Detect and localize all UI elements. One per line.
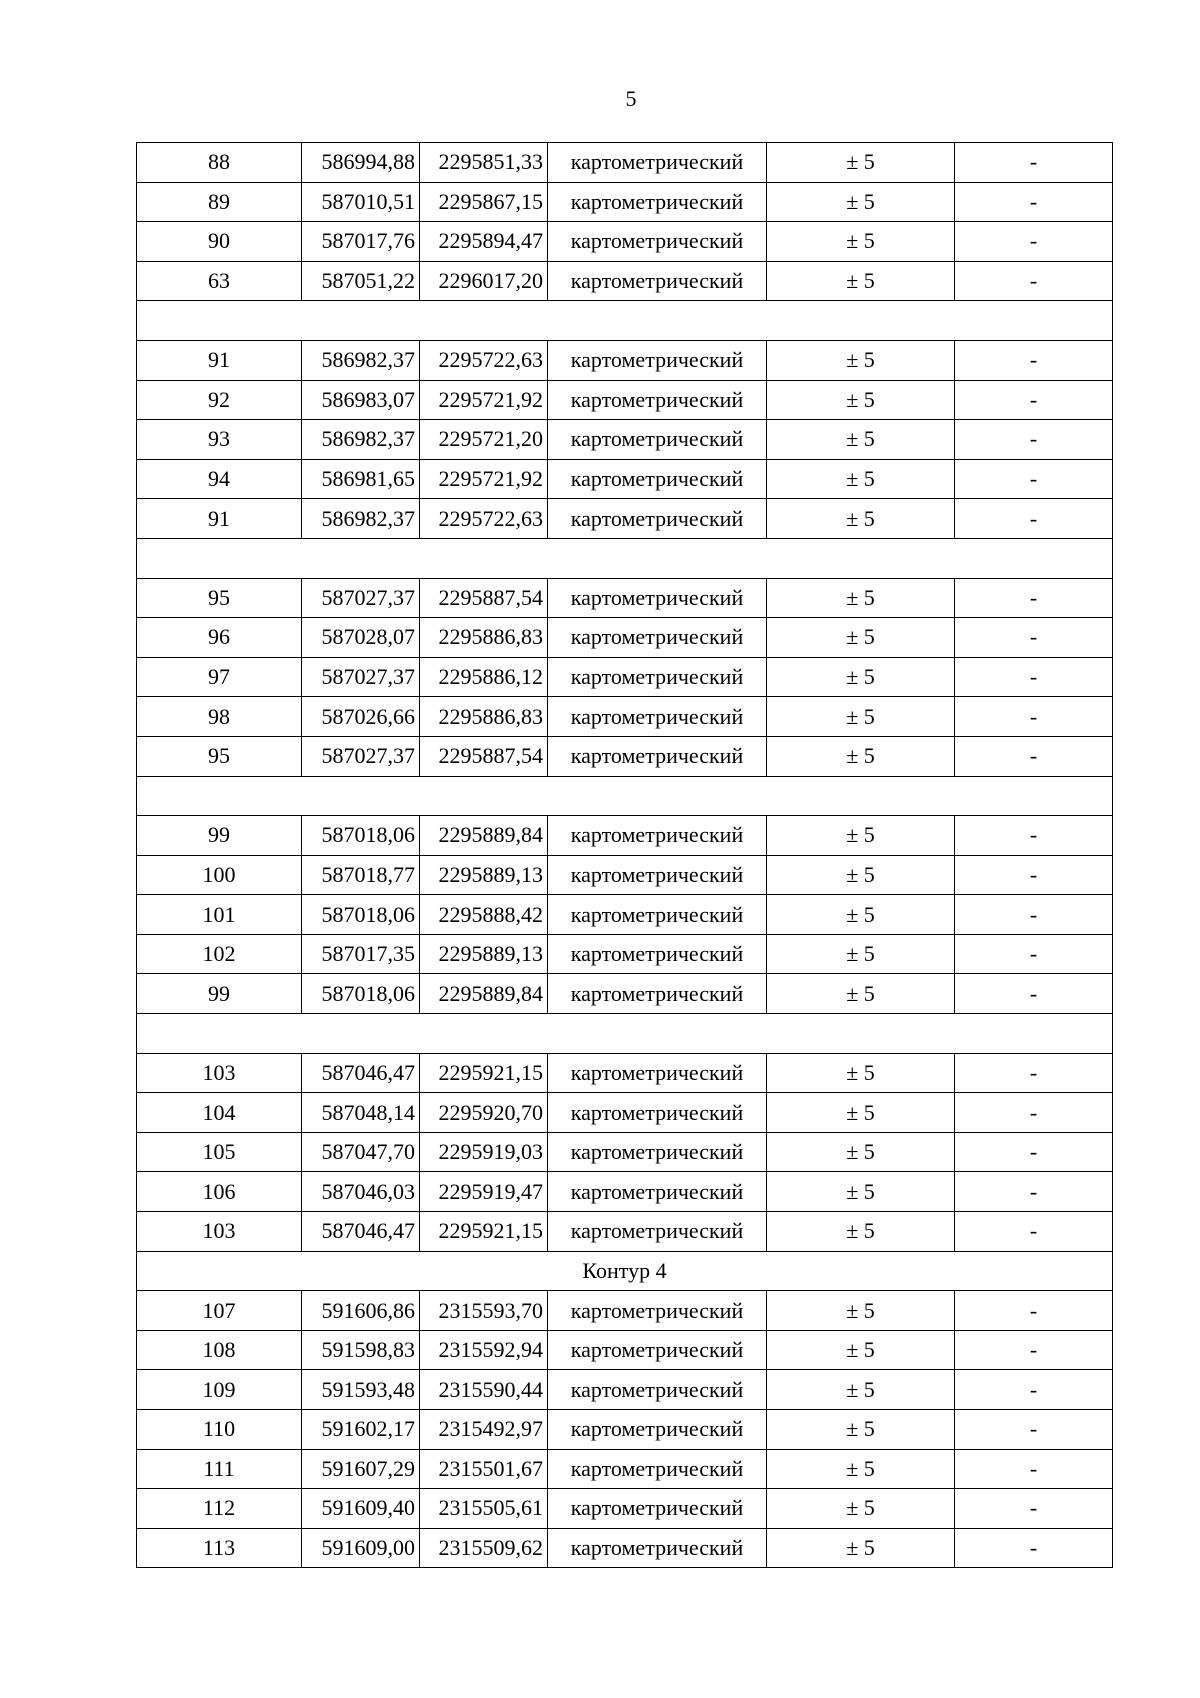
y-coordinate-cell: 2315590,44	[420, 1370, 548, 1410]
x-coordinate-cell: 586982,37	[302, 420, 420, 460]
table-row	[137, 143, 1113, 183]
table-row	[137, 1449, 1113, 1489]
table-row	[137, 618, 1113, 658]
description-cell: -	[955, 261, 1113, 301]
x-coordinate-cell: 587017,35	[302, 934, 420, 974]
method-cell: картометрический	[548, 380, 767, 420]
table-row	[137, 895, 1113, 935]
x-coordinate-cell: 587051,22	[302, 261, 420, 301]
accuracy-cell: ± 5	[767, 697, 955, 737]
x-coordinate-cell: 591607,29	[302, 1449, 420, 1489]
contour-header-row	[137, 1251, 1113, 1291]
y-coordinate-cell: 2295889,84	[420, 974, 548, 1014]
description-cell: -	[955, 1093, 1113, 1133]
method-cell: картометрический	[548, 1528, 767, 1568]
accuracy-cell: ± 5	[767, 459, 955, 499]
description-cell: -	[955, 816, 1113, 856]
method-cell: картометрический	[548, 1410, 767, 1450]
description-cell: -	[955, 143, 1113, 183]
x-coordinate-cell: 591593,48	[302, 1370, 420, 1410]
point-id-cell: 108	[137, 1330, 302, 1370]
point-id-cell: 99	[137, 816, 302, 856]
method-cell: картометрический	[548, 261, 767, 301]
method-cell: картометрический	[548, 340, 767, 380]
contour-label: Контур 4	[137, 1251, 1113, 1291]
accuracy-cell: ± 5	[767, 182, 955, 222]
method-cell: картометрический	[548, 222, 767, 262]
description-cell: -	[955, 459, 1113, 499]
description-cell: -	[955, 182, 1113, 222]
x-coordinate-cell: 587046,03	[302, 1172, 420, 1212]
x-coordinate-cell: 586981,65	[302, 459, 420, 499]
description-cell: -	[955, 1212, 1113, 1252]
method-cell: картометрический	[548, 855, 767, 895]
table-row	[137, 1291, 1113, 1331]
coordinates-table-body	[137, 143, 1113, 1568]
coordinates-table	[136, 142, 1113, 1568]
description-cell: -	[955, 1410, 1113, 1450]
accuracy-cell: ± 5	[767, 1172, 955, 1212]
table-row	[137, 420, 1113, 460]
accuracy-cell: ± 5	[767, 657, 955, 697]
method-cell: картометрический	[548, 1093, 767, 1133]
accuracy-cell: ± 5	[767, 222, 955, 262]
method-cell: картометрический	[548, 459, 767, 499]
y-coordinate-cell: 2295886,83	[420, 697, 548, 737]
point-id-cell: 92	[137, 380, 302, 420]
y-coordinate-cell: 2295921,15	[420, 1212, 548, 1252]
table-row	[137, 697, 1113, 737]
accuracy-cell: ± 5	[767, 1489, 955, 1529]
table-row	[137, 736, 1113, 776]
y-coordinate-cell: 2315505,61	[420, 1489, 548, 1529]
point-id-cell: 105	[137, 1132, 302, 1172]
accuracy-cell: ± 5	[767, 974, 955, 1014]
y-coordinate-cell: 2295919,47	[420, 1172, 548, 1212]
accuracy-cell: ± 5	[767, 1528, 955, 1568]
point-id-cell: 95	[137, 578, 302, 618]
description-cell: -	[955, 380, 1113, 420]
point-id-cell: 96	[137, 618, 302, 658]
y-coordinate-cell: 2295921,15	[420, 1053, 548, 1093]
point-id-cell: 63	[137, 261, 302, 301]
x-coordinate-cell: 586994,88	[302, 143, 420, 183]
point-id-cell: 98	[137, 697, 302, 737]
y-coordinate-cell: 2315592,94	[420, 1330, 548, 1370]
x-coordinate-cell: 587017,76	[302, 222, 420, 262]
description-cell: -	[955, 578, 1113, 618]
point-id-cell: 103	[137, 1053, 302, 1093]
method-cell: картометрический	[548, 618, 767, 658]
method-cell: картометрический	[548, 934, 767, 974]
y-coordinate-cell: 2296017,20	[420, 261, 548, 301]
table-row	[137, 1489, 1113, 1529]
point-id-cell: 91	[137, 340, 302, 380]
y-coordinate-cell: 2295867,15	[420, 182, 548, 222]
description-cell: -	[955, 1370, 1113, 1410]
x-coordinate-cell: 587027,37	[302, 657, 420, 697]
method-cell: картометрический	[548, 420, 767, 460]
accuracy-cell: ± 5	[767, 499, 955, 539]
accuracy-cell: ± 5	[767, 1330, 955, 1370]
x-coordinate-cell: 587026,66	[302, 697, 420, 737]
description-cell: -	[955, 1528, 1113, 1568]
point-id-cell: 110	[137, 1410, 302, 1450]
y-coordinate-cell: 2295851,33	[420, 143, 548, 183]
table-row	[137, 1212, 1113, 1252]
x-coordinate-cell: 587028,07	[302, 618, 420, 658]
x-coordinate-cell: 587010,51	[302, 182, 420, 222]
point-id-cell: 88	[137, 143, 302, 183]
y-coordinate-cell: 2315509,62	[420, 1528, 548, 1568]
y-coordinate-cell: 2295888,42	[420, 895, 548, 935]
description-cell: -	[955, 895, 1113, 935]
description-cell: -	[955, 736, 1113, 776]
contour-label	[137, 776, 1113, 816]
x-coordinate-cell: 587047,70	[302, 1132, 420, 1172]
y-coordinate-cell: 2295721,92	[420, 459, 548, 499]
y-coordinate-cell: 2295722,63	[420, 340, 548, 380]
table-row	[137, 1528, 1113, 1568]
accuracy-cell: ± 5	[767, 1410, 955, 1450]
point-id-cell: 106	[137, 1172, 302, 1212]
method-cell: картометрический	[548, 1212, 767, 1252]
x-coordinate-cell: 591606,86	[302, 1291, 420, 1331]
separator-row	[137, 1014, 1113, 1054]
accuracy-cell: ± 5	[767, 934, 955, 974]
method-cell: картометрический	[548, 1330, 767, 1370]
accuracy-cell: ± 5	[767, 1053, 955, 1093]
x-coordinate-cell: 587018,06	[302, 816, 420, 856]
contour-label	[137, 538, 1113, 578]
accuracy-cell: ± 5	[767, 420, 955, 460]
x-coordinate-cell: 587018,06	[302, 974, 420, 1014]
x-coordinate-cell: 586982,37	[302, 499, 420, 539]
contour-label	[137, 301, 1113, 341]
y-coordinate-cell: 2315593,70	[420, 1291, 548, 1331]
method-cell: картометрический	[548, 1489, 767, 1529]
point-id-cell: 99	[137, 974, 302, 1014]
accuracy-cell: ± 5	[767, 1093, 955, 1133]
table-row	[137, 855, 1113, 895]
point-id-cell: 90	[137, 222, 302, 262]
table-row	[137, 974, 1113, 1014]
accuracy-cell: ± 5	[767, 380, 955, 420]
point-id-cell: 102	[137, 934, 302, 974]
method-cell: картометрический	[548, 1172, 767, 1212]
method-cell: картометрический	[548, 578, 767, 618]
point-id-cell: 111	[137, 1449, 302, 1489]
table-row	[137, 934, 1113, 974]
method-cell: картометрический	[548, 499, 767, 539]
accuracy-cell: ± 5	[767, 1132, 955, 1172]
point-id-cell: 97	[137, 657, 302, 697]
table-row	[137, 182, 1113, 222]
method-cell: картометрический	[548, 974, 767, 1014]
description-cell: -	[955, 1291, 1113, 1331]
description-cell: -	[955, 1132, 1113, 1172]
point-id-cell: 103	[137, 1212, 302, 1252]
table-row	[137, 1132, 1113, 1172]
accuracy-cell: ± 5	[767, 855, 955, 895]
description-cell: -	[955, 618, 1113, 658]
x-coordinate-cell: 587018,77	[302, 855, 420, 895]
method-cell: картометрический	[548, 1370, 767, 1410]
point-id-cell: 100	[137, 855, 302, 895]
x-coordinate-cell: 591609,00	[302, 1528, 420, 1568]
description-cell: -	[955, 697, 1113, 737]
table-row	[137, 578, 1113, 618]
description-cell: -	[955, 499, 1113, 539]
description-cell: -	[955, 934, 1113, 974]
accuracy-cell: ± 5	[767, 816, 955, 856]
x-coordinate-cell: 586983,07	[302, 380, 420, 420]
separator-row	[137, 301, 1113, 341]
y-coordinate-cell: 2295920,70	[420, 1093, 548, 1133]
y-coordinate-cell: 2295889,13	[420, 855, 548, 895]
accuracy-cell: ± 5	[767, 1212, 955, 1252]
description-cell: -	[955, 222, 1113, 262]
table-row	[137, 1330, 1113, 1370]
table-row	[137, 499, 1113, 539]
method-cell: картометрический	[548, 1053, 767, 1093]
description-cell: -	[955, 974, 1113, 1014]
accuracy-cell: ± 5	[767, 1449, 955, 1489]
x-coordinate-cell: 591602,17	[302, 1410, 420, 1450]
x-coordinate-cell: 586982,37	[302, 340, 420, 380]
description-cell: -	[955, 1330, 1113, 1370]
method-cell: картометрический	[548, 143, 767, 183]
y-coordinate-cell: 2295886,83	[420, 618, 548, 658]
accuracy-cell: ± 5	[767, 618, 955, 658]
description-cell: -	[955, 420, 1113, 460]
table-row	[137, 1093, 1113, 1133]
table-row	[137, 1053, 1113, 1093]
method-cell: картометрический	[548, 736, 767, 776]
table-row	[137, 222, 1113, 262]
y-coordinate-cell: 2315501,67	[420, 1449, 548, 1489]
separator-row	[137, 776, 1113, 816]
point-id-cell: 93	[137, 420, 302, 460]
table-row	[137, 1172, 1113, 1212]
y-coordinate-cell: 2295919,03	[420, 1132, 548, 1172]
description-cell: -	[955, 1053, 1113, 1093]
table-row	[137, 261, 1113, 301]
x-coordinate-cell: 587046,47	[302, 1212, 420, 1252]
accuracy-cell: ± 5	[767, 1291, 955, 1331]
accuracy-cell: ± 5	[767, 340, 955, 380]
description-cell: -	[955, 340, 1113, 380]
y-coordinate-cell: 2295721,92	[420, 380, 548, 420]
accuracy-cell: ± 5	[767, 578, 955, 618]
x-coordinate-cell: 587018,06	[302, 895, 420, 935]
x-coordinate-cell: 587027,37	[302, 736, 420, 776]
method-cell: картометрический	[548, 182, 767, 222]
y-coordinate-cell: 2295886,12	[420, 657, 548, 697]
table-row	[137, 1410, 1113, 1450]
table-row	[137, 380, 1113, 420]
x-coordinate-cell: 587046,47	[302, 1053, 420, 1093]
contour-label	[137, 1014, 1113, 1054]
point-id-cell: 101	[137, 895, 302, 935]
table-row	[137, 1370, 1113, 1410]
table-row	[137, 459, 1113, 499]
y-coordinate-cell: 2295889,84	[420, 816, 548, 856]
y-coordinate-cell: 2295887,54	[420, 578, 548, 618]
description-cell: -	[955, 657, 1113, 697]
y-coordinate-cell: 2295889,13	[420, 934, 548, 974]
accuracy-cell: ± 5	[767, 736, 955, 776]
page-number: 5	[625, 86, 637, 111]
method-cell: картометрический	[548, 1291, 767, 1331]
description-cell: -	[955, 1172, 1113, 1212]
y-coordinate-cell: 2295894,47	[420, 222, 548, 262]
description-cell: -	[955, 855, 1113, 895]
point-id-cell: 109	[137, 1370, 302, 1410]
accuracy-cell: ± 5	[767, 261, 955, 301]
description-cell: -	[955, 1449, 1113, 1489]
x-coordinate-cell: 587027,37	[302, 578, 420, 618]
table-row	[137, 340, 1113, 380]
point-id-cell: 95	[137, 736, 302, 776]
x-coordinate-cell: 591609,40	[302, 1489, 420, 1529]
method-cell: картометрический	[548, 657, 767, 697]
point-id-cell: 107	[137, 1291, 302, 1331]
y-coordinate-cell: 2295722,63	[420, 499, 548, 539]
y-coordinate-cell: 2295887,54	[420, 736, 548, 776]
method-cell: картометрический	[548, 1449, 767, 1489]
point-id-cell: 112	[137, 1489, 302, 1529]
method-cell: картометрический	[548, 816, 767, 856]
x-coordinate-cell: 587048,14	[302, 1093, 420, 1133]
y-coordinate-cell: 2315492,97	[420, 1410, 548, 1450]
method-cell: картометрический	[548, 895, 767, 935]
point-id-cell: 91	[137, 499, 302, 539]
accuracy-cell: ± 5	[767, 143, 955, 183]
table-row	[137, 816, 1113, 856]
description-cell: -	[955, 1489, 1113, 1529]
separator-row	[137, 538, 1113, 578]
x-coordinate-cell: 591598,83	[302, 1330, 420, 1370]
accuracy-cell: ± 5	[767, 895, 955, 935]
point-id-cell: 94	[137, 459, 302, 499]
method-cell: картометрический	[548, 697, 767, 737]
point-id-cell: 104	[137, 1093, 302, 1133]
method-cell: картометрический	[548, 1132, 767, 1172]
table-row	[137, 657, 1113, 697]
point-id-cell: 89	[137, 182, 302, 222]
point-id-cell: 113	[137, 1528, 302, 1568]
y-coordinate-cell: 2295721,20	[420, 420, 548, 460]
accuracy-cell: ± 5	[767, 1370, 955, 1410]
